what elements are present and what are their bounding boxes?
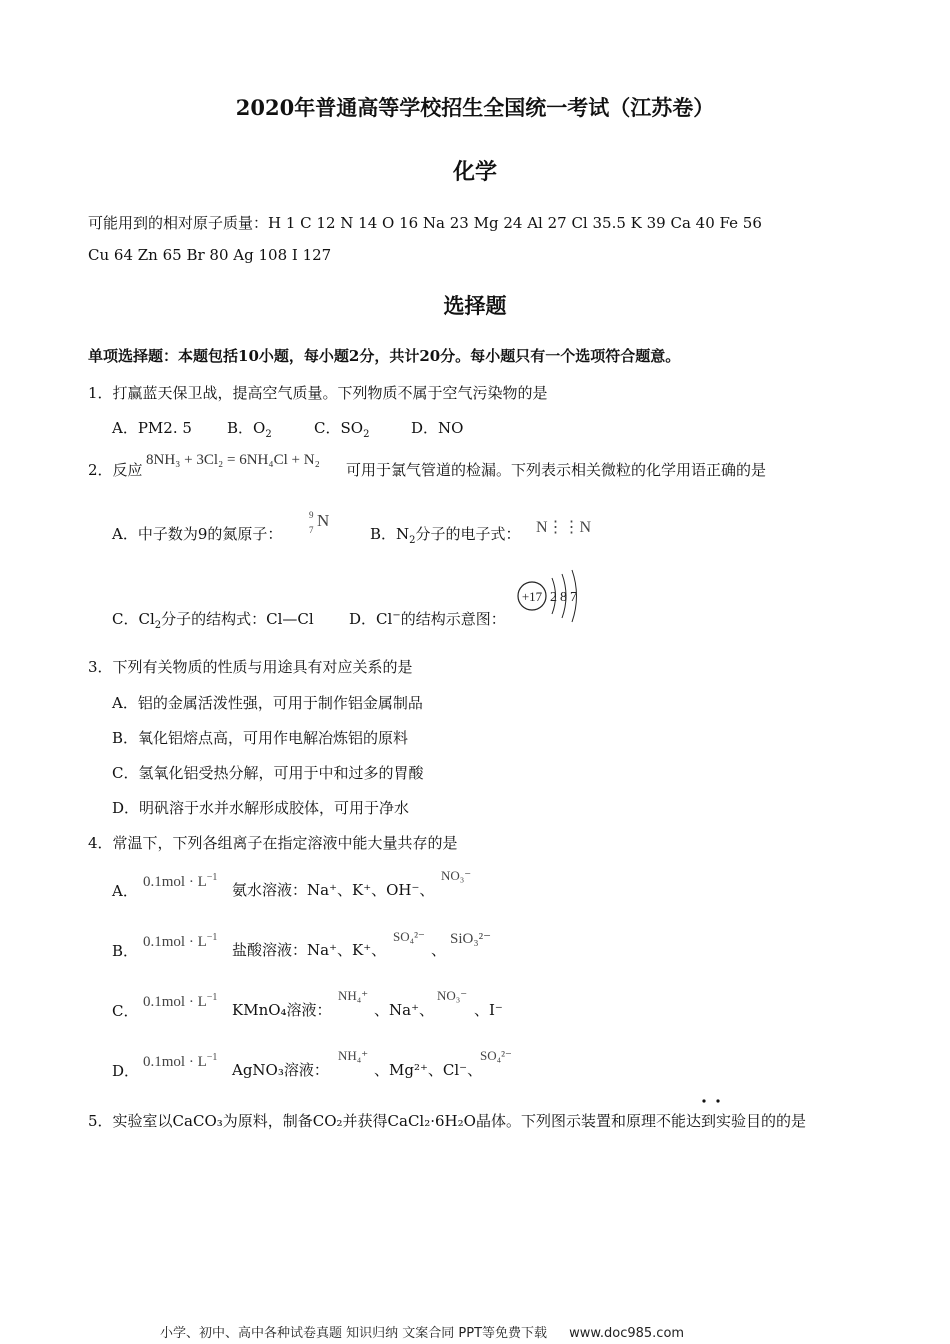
q2-option-d: D．Cl−的结构示意图：	[349, 610, 506, 628]
q4-option-a-label: A．	[112, 882, 138, 900]
q2-equation: 8NH₃ + 3Cl₂ = 6NH₄Cl + N₂	[146, 452, 320, 468]
mass-number: 9	[309, 510, 314, 520]
q4-option-c-end: 、I⁻	[474, 1001, 503, 1019]
q2-option-c: C．$Cl_2$分子的结构式：Cl—Cl	[112, 610, 314, 631]
nucleus-charge: +17	[521, 589, 543, 604]
q3-option-c: C．氢氧化铝受热分解，可用于中和过多的胃酸	[112, 764, 424, 782]
q1-option-c: C．$SO_2$	[314, 419, 370, 440]
shell-2-electrons: 8	[560, 590, 567, 605]
q4-option-b-ion-2: SiO₃²⁻	[450, 931, 491, 947]
subject-title: 化学	[452, 159, 497, 185]
q4-option-b-solution: 盐酸溶液：Na⁺、K⁺、	[232, 941, 387, 959]
q4-option-c-label: C．	[112, 1002, 139, 1020]
q3-option-d: D．明矾溶于水并水解形成胶体，可用于净水	[112, 799, 410, 817]
footer-text: 小学、初中、高中各种试卷真题 知识归纳 文案合同 PPT等免费下载	[160, 1326, 548, 1341]
atomic-masses-line-1: 可能用到的相对原子质量：H 1 C 12 N 14 O 16 Na 23 Mg 24 Al 27 Cl 35.5 K 39 Ca 40 Fe 56	[88, 214, 762, 232]
exam-title: 2020年普通高等学校招生全国统一考试（江苏卷）	[235, 95, 715, 120]
element-symbol: N	[317, 511, 330, 530]
q2-stem-suffix: 可用于氯气管道的检漏。下列表示相关微粒的化学用语正确的是	[346, 461, 767, 479]
q4-option-c-middle: 、Na⁺、	[374, 1001, 434, 1019]
q1-option-d: D．NO	[411, 419, 464, 437]
instructions: 单项选择题：本题包括10小题，每小题2分，共计20分。每小题只有一个选项符合题意。	[88, 347, 681, 365]
q4-option-b-ion-1: SO₄²⁻	[393, 929, 425, 944]
shell-3-electrons: 7	[570, 590, 577, 605]
q2-stem-prefix: 2．反应	[88, 461, 143, 479]
q4-option-d-concentration: $0.1mol \cdot L^{-1}$	[143, 1052, 218, 1070]
q4-stem: 4．常温下，下列各组离子在指定溶液中能大量共存的是	[88, 834, 458, 852]
atomic-masses-line-2: Cu 64 Zn 65 Br 80 Ag 108 I 127	[88, 246, 332, 264]
q4-option-b-concentration: $0.1mol \cdot L^{-1}$	[143, 932, 218, 950]
chloride-ion-structure-diagram	[512, 568, 592, 624]
section-title: 选择题	[443, 293, 507, 318]
footer	[160, 1322, 684, 1341]
q4-option-c-ion-2: NO₃⁻	[437, 988, 468, 1003]
q3-option-b: B．氧化铝熔点高，可用作电解冶炼铝的原料	[112, 729, 409, 747]
q4-option-b-label: B．	[112, 942, 139, 960]
emphasis-dots	[700, 1097, 724, 1105]
q4-option-c-concentration: $0.1mol \cdot L^{-1}$	[143, 992, 218, 1010]
q4-option-a-concentration: $0.1mol \cdot L^{-1}$	[143, 872, 218, 890]
q1-option-b: B．$O_2$	[227, 419, 272, 440]
q2-option-a-nuclide	[308, 510, 338, 538]
q4-option-d-ion-1: NH₄⁺	[338, 1048, 369, 1063]
footer-link[interactable]: www.doc985.com	[569, 1326, 685, 1341]
shell-1-electrons: 2	[550, 590, 557, 605]
q1-option-a: A．PM2. 5	[112, 419, 192, 437]
q4-option-c-solution: KMnO₄溶液：	[232, 1001, 332, 1019]
atomic-number: 7	[309, 525, 314, 535]
q3-option-a: A．铝的金属活泼性强，可用于制作铝金属制品	[112, 694, 423, 712]
q2-option-b-formula: N⋮⋮N	[536, 519, 592, 536]
q4-option-a-solution: 氨水溶液：Na⁺、K⁺、OH⁻、	[232, 881, 435, 899]
q4-option-a-ion: NO₃⁻	[441, 868, 472, 883]
q3-stem: 3．下列有关物质的性质与用途具有对应关系的是	[88, 658, 413, 676]
q4-option-d-solution: AgNO₃溶液：	[232, 1061, 329, 1079]
q4-option-d-label: D．	[112, 1062, 140, 1080]
q4-option-b-separator: 、	[431, 941, 447, 959]
q4-option-c-ion-1: NH₄⁺	[338, 988, 369, 1003]
q5-stem: 5．实验室以CaCO₃为原料，制备CO₂并获得CaCl₂·6H₂O晶体。下列图示装置和原理不能达到实验目的的是	[88, 1112, 806, 1130]
q2-option-a-text: A．中子数为9的氮原子：	[112, 525, 283, 543]
q4-option-d-middle: 、Mg²⁺、Cl⁻、	[374, 1061, 483, 1079]
q2-option-b: B．$N_2$分子的电子式：	[370, 525, 521, 546]
q4-option-d-ion-2: SO₄²⁻	[480, 1048, 512, 1063]
q1-stem: 1．打赢蓝天保卫战，提高空气质量。下列物质不属于空气污染物的是	[88, 384, 548, 402]
